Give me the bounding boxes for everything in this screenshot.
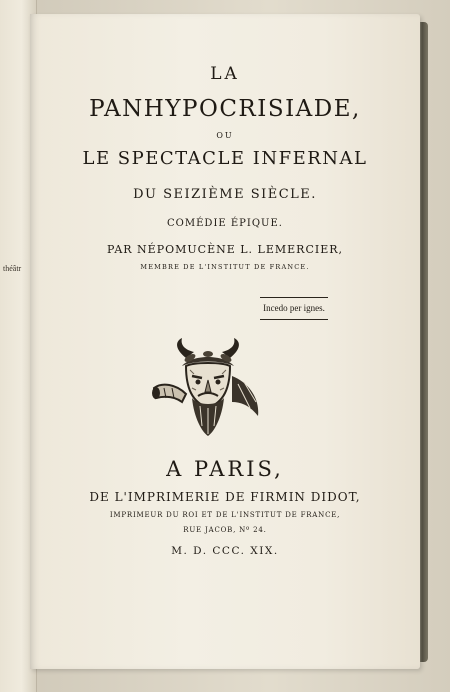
genre-line: COMÉDIE ÉPIQUE. xyxy=(167,218,283,229)
author-line: PAR NÉPOMUCÈNE L. LEMERCIER, xyxy=(106,243,344,256)
title-article: LA xyxy=(210,64,240,84)
title-conjunction: OU xyxy=(216,131,234,140)
book-title: PANHYPOCRISIADE, xyxy=(89,96,361,122)
imprint-address: RUE JACOB, Nº 24. xyxy=(183,526,267,534)
subtitle-line-2: DU SEIZIÈME SIÈCLE. xyxy=(133,187,317,202)
author-affiliation: MEMBRE DE L'INSTITUT DE FRANCE. xyxy=(140,263,310,271)
title-page xyxy=(30,14,420,669)
epigraph: Incedo per ignes. xyxy=(260,297,328,320)
satyr-mask-with-horn-icon xyxy=(152,336,264,438)
imprint-date: M. D. CCC. XIX. xyxy=(171,545,279,557)
previous-page-text: théâtr xyxy=(3,264,22,273)
subtitle-line-1: LE SPECTACLE INFERNAL xyxy=(82,148,368,169)
imprint-press: DE L'IMPRIMERIE DE FIRMIN DIDOT, xyxy=(89,490,361,504)
imprint-printer-title: IMPRIMEUR DU ROI ET DE L'INSTITUT DE FRANCE, xyxy=(109,511,341,519)
imprint-place: A PARIS, xyxy=(166,457,284,481)
